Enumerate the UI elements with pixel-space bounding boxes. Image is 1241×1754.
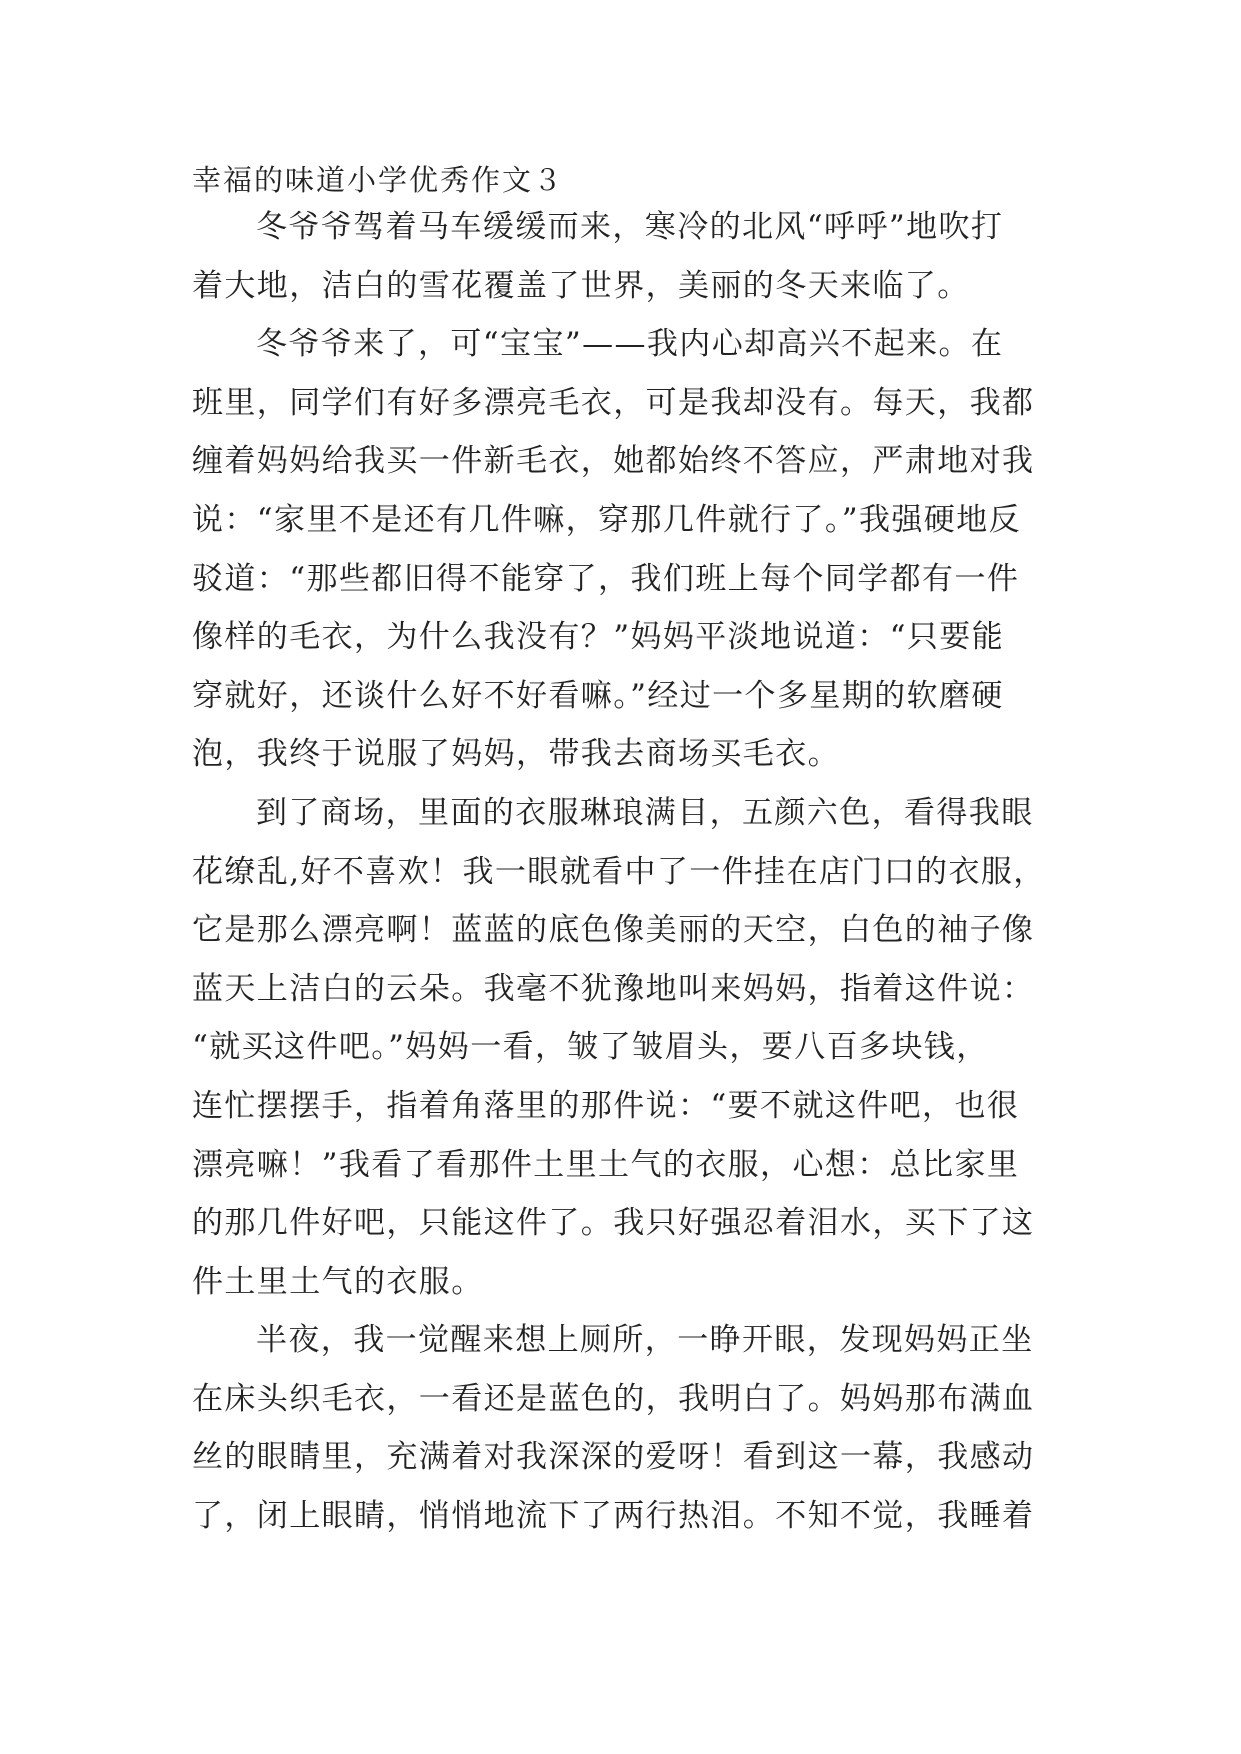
text-line: 丝的眼睛里，充满着对我深深的爱呀！看到这一幕，我感动 [192, 1439, 1035, 1476]
document-body [192, 198, 1072, 1546]
text-line: 冬爷爷来了，可“宝宝”——我内心却高兴不起来。在 [256, 326, 1004, 363]
text-line: 像样的毛衣，为什么我没有？”妈妈平淡地说道：“只要能 [192, 619, 1005, 656]
text-line: 说：“家里不是还有几件嘛，穿那几件就行了。”我强硬地反 [192, 501, 1021, 538]
text-line: 冬爷爷驾着马车缓缓而来，寒冷的北风“呼呼”地吹打 [256, 209, 1004, 245]
text-line: 着大地，洁白的雪花覆盖了世界，美丽的冬天来临了。 [192, 267, 970, 304]
text-line: 泡，我终于说服了妈妈，带我去商场买毛衣。 [192, 736, 840, 773]
text-line: 半夜，我一觉醒来想上厕所，一睁开眼，发现妈妈正坐 [256, 1322, 1034, 1359]
document-title: 幸福的味道小学优秀作文３ [192, 163, 565, 197]
text-line: 连忙摆摆手，指着角落里的那件说：“要不就这件吧，也很 [192, 1087, 1020, 1124]
text-line: 了，闭上眼睛，悄悄地流下了两行热泪。不知不觉，我睡着 [192, 1498, 1035, 1535]
text-line: 蓝天上洁白的云朵。我毫不犹豫地叫来妈妈，指着这件说： [192, 970, 1035, 1007]
text-line: 驳道：“那些都旧得不能穿了，我们班上每个同学都有一件 [192, 560, 1020, 597]
text-line: 漂亮嘛！”我看了看那件土里土气的衣服，心想：总比家里 [192, 1146, 1020, 1183]
text-line: 缠着妈妈给我买一件新毛衣，她都始终不答应，严肃地对我 [192, 443, 1035, 480]
text-line: “就买这件吧。”妈妈一看，皱了皱眉头，要八百多块钱， [192, 1029, 989, 1066]
text-line: 穿就好，还谈什么好不好看嘛。”经过一个多星期的软磨硬 [192, 677, 1004, 714]
text-line: 它是那么漂亮啊！蓝蓝的底色像美丽的天空，白色的袖子像 [192, 912, 1035, 949]
text-line: 到了商场，里面的衣服琳琅满目，五颜六色，看得我眼 [256, 794, 1034, 831]
text-line: 的那几件好吧，只能这件了。我只好强忍着泪水，买下了这 [192, 1205, 1035, 1242]
text-line: 班里，同学们有好多漂亮毛衣，可是我却没有。每天，我都 [192, 384, 1035, 421]
text-line: 花缭乱,好不喜欢！我一眼就看中了一件挂在店门口的衣服， [192, 853, 1046, 890]
text-line: 在床头织毛衣，一看还是蓝色的，我明白了。妈妈那布满血 [192, 1380, 1035, 1417]
text-line: 件土里土气的衣服。 [192, 1263, 484, 1300]
